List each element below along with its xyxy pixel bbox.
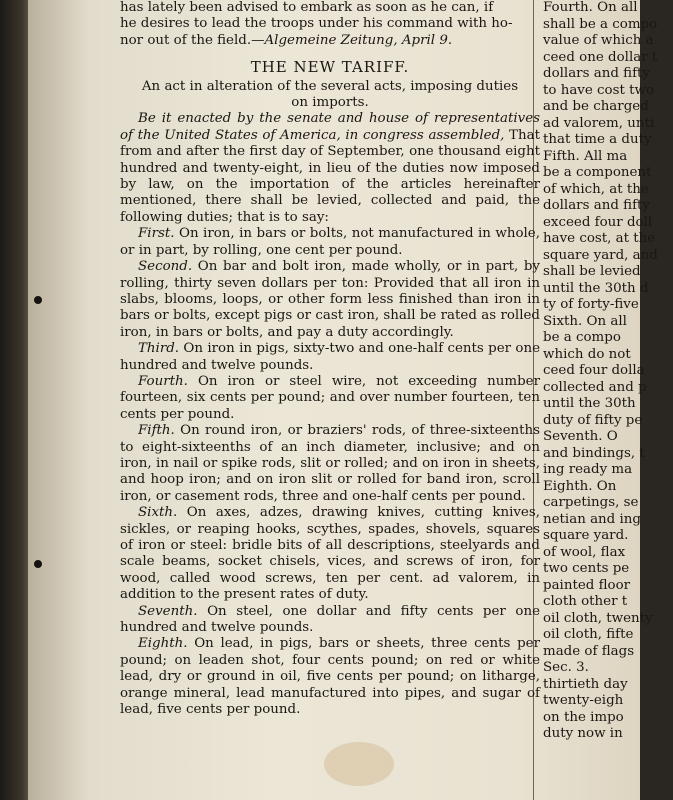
- clause-sixth: [120, 505, 540, 603]
- right-column-line: Fourth. On all: [543, 0, 638, 15]
- right-column-line: carpetings, se: [543, 495, 639, 510]
- right-column-line: ty of forty-five: [543, 297, 639, 312]
- right-column-line: duty now in: [543, 726, 623, 741]
- clause-fourth: [120, 374, 540, 423]
- right-column-line: Seventh. O: [543, 429, 618, 444]
- right-column-line: exceed four doll: [543, 214, 653, 230]
- right-column-line: have cost, at the: [543, 231, 656, 246]
- clause-eighth: [120, 636, 540, 718]
- right-column: [543, 0, 673, 743]
- top-fragment-line: has lately been advised to embark as soon as he can, if: [120, 0, 494, 15]
- right-column-line: painted floor: [543, 577, 631, 593]
- right-column-line: until the 30th d: [543, 280, 649, 296]
- right-column-line: Fifth. All ma: [543, 148, 628, 164]
- enacting-clause-text: That from and after the first day of September, one thousand eight hundred and twenty-eight, in lieu of the duties now imposed by law, on the importation of the articles hereinafter mentioned, there shall be levied, collected and paid, the following duties; that is to say:: [120, 127, 540, 225]
- right-column-line: two cents pe: [543, 561, 630, 576]
- enacting-clause: [120, 111, 540, 226]
- clause-second: [120, 259, 540, 341]
- right-column-line: twenty-eigh: [543, 693, 624, 708]
- right-column-line: that time a duty: [543, 132, 652, 147]
- right-column-line: duty of fifty pe: [543, 412, 643, 428]
- right-column-line: of wool, flax: [543, 544, 626, 560]
- right-column-line: be a compo: [543, 330, 621, 345]
- right-column-line: shall be a compo: [543, 16, 658, 32]
- right-column-line: oil cloth, fifte: [543, 627, 634, 642]
- clause-third: [120, 341, 540, 374]
- clause-label: Third.: [138, 341, 180, 357]
- right-column-line: which do not: [543, 346, 631, 362]
- right-column-line: thirtieth day: [543, 676, 628, 692]
- binding-hole: [34, 560, 42, 568]
- right-column-line: to have cost two: [543, 82, 655, 98]
- main-column: [120, 0, 540, 718]
- right-column-line: value of which a: [543, 33, 654, 48]
- newspaper-page: [28, 0, 658, 800]
- clause-seventh: [120, 604, 540, 637]
- clause-text: On round iron, or braziers' rods, of three-sixteenths to eight-sixteenths of an inch diameter, inclusive; and on iron, in nail or spike rods, slit or rolled; and on iron in sheets, and hoop iron; and on iron slit or rolled for band iron, scroll iron, or casement rods, three and one-half cents per pound.: [120, 423, 540, 504]
- right-column-line: Sixth. On all: [543, 313, 627, 329]
- clause-first: [120, 226, 540, 259]
- right-column-line: shall be levied: [543, 264, 641, 279]
- right-column-line: until the 30th: [543, 396, 636, 411]
- right-column-line: Eighth. On: [543, 478, 617, 494]
- right-column-line: ad valorem, unti: [543, 115, 655, 131]
- right-column-line: collected and p: [543, 379, 647, 395]
- right-column-line: ceed four dolla: [543, 363, 645, 378]
- clause-label: First.: [138, 226, 175, 242]
- clause-text: On bar and bolt iron, made wholly, or in part, by rolling, thirty seven dollars per ton: Provided that all iron in slabs, blooms, loops, or other form less finished than iron in bars or bolts, except pigs or cast iron, shall be rated as rolled iron, in bars or bolts, and pay a duty accordingly.: [120, 259, 540, 340]
- clause-text: On iron or steel wire, not exceeding number fourteen, six cents per pound; and over number fourteen, ten cents per pound.: [120, 373, 540, 422]
- clause-fifth: [120, 423, 540, 505]
- clause-label: Seventh.: [138, 603, 198, 619]
- right-column-line: be a component: [543, 165, 652, 180]
- article-subtitle: on imports.: [291, 95, 369, 111]
- right-column-line: ing ready ma: [543, 462, 633, 477]
- right-column-line: and be charged: [543, 99, 649, 114]
- right-column-line: cloth other t: [543, 594, 628, 609]
- clause-label: Fifth.: [138, 423, 175, 439]
- right-column-line: made of flags: [543, 643, 635, 659]
- clause-text: On iron, in bars or bolts, not manufactured in whole, or in part, by rolling, one cent per pound.: [120, 226, 540, 258]
- right-column-line: netian and ing: [543, 511, 641, 527]
- clause-text: On lead, in pigs, bars or sheets, three cents per pound; on leaden shot, four cents pound; on red or white lead, dry or ground in oil, five cents per pound; on litharge, orange mineral, lead manufactured into pipes, and sugar of lead, five cents per pound.: [120, 636, 540, 718]
- paper-stain: [324, 742, 394, 786]
- right-column-line: of which, at the: [543, 181, 649, 197]
- clause-label: Sixth.: [138, 505, 178, 521]
- top-fragment-line: he desires to lead the troops under his command with ho-: [120, 16, 513, 32]
- source-citation: Algemeine Zeitung, April 9.: [264, 32, 453, 48]
- clause-label: Fourth.: [138, 373, 188, 389]
- clause-text: On axes, adzes, drawing knives, cutting knives, sickles, or reaping hooks, scythes, spades, shovels, squares of iron or steel: bridle bits of all descriptions, steelyards and scale beams, socket chisels, vices, and screws of iron, for wood, called wood screws, ten per cent. ad valorem, in addition to the present rates of duty.: [120, 505, 540, 603]
- right-column-line: dollars and fifty: [543, 66, 650, 81]
- right-column-line: dollars and fifty: [543, 198, 650, 213]
- top-fragment-text: nor out of the field.—: [120, 32, 265, 48]
- clause-label: Eighth.: [138, 636, 188, 652]
- right-column-line: and bindings, t: [543, 445, 645, 461]
- article-title: THE NEW TARIFF.: [250, 58, 410, 77]
- right-column-line: square yard, and: [543, 247, 658, 263]
- clause-text: On steel, one dollar and fifty cents per one hundred and twelve pounds.: [120, 603, 540, 636]
- clause-label: Second.: [138, 259, 193, 275]
- article-subtitle: An act in alteration of the several acts, imposing duties: [141, 78, 519, 94]
- right-column-line: Sec. 3.: [543, 660, 589, 675]
- clause-text: On iron in pigs, sixty-two and one-half cents per one hundred and twelve pounds.: [120, 341, 540, 373]
- binding-hole: [34, 296, 42, 304]
- right-column-line: oil cloth, twenty: [543, 610, 653, 626]
- right-column-line: square yard.: [543, 528, 629, 543]
- enacting-clause-italic: Be it enacted by the senate and house of representatives of the United States of America, in congress assembled,: [120, 111, 540, 143]
- right-column-line: ceed one dollar t: [543, 49, 658, 65]
- right-column-line: on the impo: [543, 709, 624, 725]
- top-fragment-line: [120, 33, 540, 49]
